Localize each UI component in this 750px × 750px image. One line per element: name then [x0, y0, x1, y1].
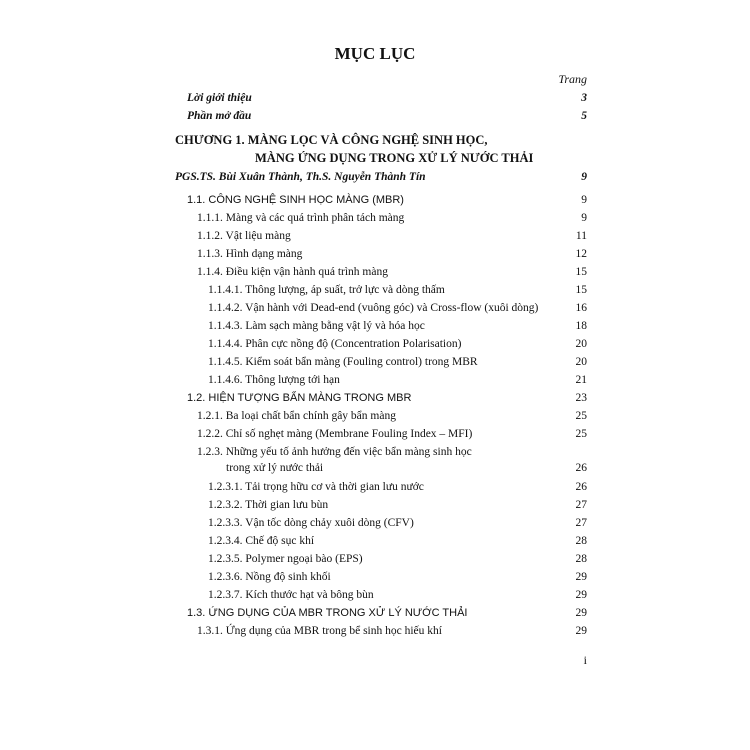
- toc-entry-1-2-3-5: [0, 550, 750, 568]
- toc-entry-1-2-3-7: [0, 586, 750, 604]
- toc-entry-label: 1.1.4.6. Thông lượng tới hạn: [208, 374, 340, 386]
- toc-entry-page: 21: [575, 374, 587, 386]
- toc-entry-1-1-4-1: [0, 281, 750, 299]
- toc-entry-label-continued: trong xử lý nước thải: [226, 462, 324, 474]
- chapter-heading-line2: MÀNG ỨNG DỤNG TRONG XỬ LÝ NƯỚC THẢI: [255, 151, 534, 165]
- toc-entry-page: 9: [581, 212, 587, 224]
- toc-entry-page: 18: [575, 320, 587, 332]
- toc-entry-1-2-3-2: [0, 496, 750, 514]
- toc-entry-page: 29: [575, 571, 587, 583]
- toc-entry-page: 9: [581, 194, 587, 206]
- toc-entry-label: 1.1.4.5. Kiểm soát bẩn màng (Fouling control) trong MBR: [208, 356, 478, 368]
- toc-entry-page: 28: [575, 535, 587, 547]
- toc-entry-page: 20: [575, 356, 587, 368]
- toc-entry-page: 28: [575, 553, 587, 565]
- toc-entry-1-2-3: [0, 444, 750, 478]
- toc-entry-label: 1.2.3.1. Tải trọng hữu cơ và thời gian lưu nước: [208, 481, 424, 493]
- toc-entry-1-2-3-3: [0, 514, 750, 532]
- toc-entry-label: Phần mở đầu: [187, 110, 252, 122]
- toc-entry-page: 20: [575, 338, 587, 350]
- toc-entry-label: 1.1.4.3. Làm sạch màng bằng vật lý và hóa học: [208, 320, 425, 332]
- toc-entry-1-2-2: [0, 425, 750, 443]
- toc-entry-page: 25: [575, 428, 587, 440]
- chapter-heading-line1: CHƯƠNG 1. MÀNG LỌC VÀ CÔNG NGHỆ SINH HỌC,: [175, 133, 488, 147]
- toc-entry-page: 29: [575, 625, 587, 637]
- toc-entry-1-1-4-3: [0, 317, 750, 335]
- toc-entry-1-2-3-6: [0, 568, 750, 586]
- toc-entry-1-3: [0, 604, 750, 622]
- toc-entry-page: 3: [581, 92, 587, 104]
- toc-entry-label: 1.1.4.4. Phân cực nồng độ (Concentration Polarisation): [208, 338, 462, 350]
- toc-entry-label: 1.2.3.3. Vận tốc dòng chảy xuôi dòng (CFV): [208, 517, 414, 529]
- toc-entry-label: 1.3. ỨNG DỤNG CỦA MBR TRONG XỬ LÝ NƯỚC THẢI: [187, 607, 468, 619]
- toc-entry-label: 1.2. HIỆN TƯỢNG BẨN MÀNG TRONG MBR: [187, 392, 412, 404]
- toc-entry-page: 27: [575, 517, 587, 529]
- toc-entry-label: 1.1.3. Hình dạng màng: [197, 248, 303, 260]
- toc-entry-label: 1.2.1. Ba loại chất bẩn chính gây bẩn màng: [197, 410, 396, 422]
- toc-entry-1-3-1: [0, 622, 750, 640]
- toc-entry-1-2: [0, 389, 750, 407]
- page-column-header: Trang: [558, 72, 587, 86]
- toc-entry-1-1-4-5: [0, 353, 750, 371]
- toc-entry-page: 11: [575, 230, 587, 242]
- chapter-heading: [175, 131, 595, 167]
- toc-entry-label: 1.2.3.6. Nồng độ sinh khối: [208, 571, 331, 583]
- toc-entry-label: 1.1.2. Vật liệu màng: [197, 230, 291, 242]
- toc-entry-label: 1.2.3.4. Chế độ sục khí: [208, 535, 315, 547]
- toc-entry-1-1: [0, 191, 750, 209]
- toc-entry-page: 26: [575, 462, 587, 474]
- toc-entry-1-1-4-2: [0, 299, 750, 317]
- toc-entry-label: 1.1.4.1. Thông lượng, áp suất, trở lực và dòng thấm: [208, 284, 445, 296]
- toc-entry-label: 1.1. CÔNG NGHỆ SINH HỌC MÀNG (MBR): [187, 194, 404, 206]
- toc-entry-label: 1.2.3.7. Kích thước hạt và bông bùn: [208, 589, 374, 601]
- toc-entry-page: 16: [575, 302, 587, 314]
- toc-entry-page: 29: [575, 607, 587, 619]
- toc-entry-page: 25: [575, 410, 587, 422]
- toc-entry-page: 23: [575, 392, 587, 404]
- toc-entry-1-1-4-4: [0, 335, 750, 353]
- page-number: i: [583, 653, 587, 667]
- toc-entry-loi-gioi-thieu: [0, 89, 750, 107]
- toc-entry-1-1-4-6: [0, 371, 750, 389]
- toc-entry-1-2-3-4: [0, 532, 750, 550]
- toc-entry-label: Lời giới thiệu: [187, 92, 252, 104]
- toc-entry-1-1-3: [0, 245, 750, 263]
- toc-entry-label: 1.3.1. Ứng dụng của MBR trong bể sinh học hiếu khí: [197, 625, 442, 637]
- toc-entry-phan-mo-dau: [0, 107, 750, 125]
- toc-entry-1-1-2: [0, 227, 750, 245]
- toc-entry-page: 15: [575, 266, 587, 278]
- toc-entry-page: 12: [575, 248, 587, 260]
- toc-entry-label: 1.2.2. Chỉ số nghẹt màng (Membrane Fouling Index – MFI): [197, 428, 473, 440]
- toc-entry-1-2-1: [0, 407, 750, 425]
- toc-entry-1-2-3-1: [0, 478, 750, 496]
- toc-entry-page: 29: [575, 589, 587, 601]
- toc-entry-page: 27: [575, 499, 587, 511]
- toc-entry-1-1-1: [0, 209, 750, 227]
- toc-entry-label: 1.2.3.5. Polymer ngoại bào (EPS): [208, 553, 363, 565]
- toc-entry-label: 1.1.4.2. Vận hành với Dead-end (vuông góc) và Cross-flow (xuôi dòng): [208, 302, 539, 314]
- toc-entry-label: 1.1.4. Điều kiện vận hành quá trình màng: [197, 266, 388, 278]
- toc-entry-page: 26: [575, 481, 587, 493]
- toc-entry-label: 1.2.3. Những yếu tố ảnh hưởng đến việc bẩn màng sinh học: [197, 446, 472, 458]
- toc-entry-label: 1.2.3.2. Thời gian lưu bùn: [208, 499, 329, 511]
- toc-entry-page: 5: [581, 110, 587, 122]
- toc-entry-1-1-4: [0, 263, 750, 281]
- toc-entry-label: PGS.TS. Bùi Xuân Thành, Th.S. Nguyễn Thành Tín: [175, 171, 426, 183]
- toc-title: MỤC LỤC: [334, 44, 416, 63]
- toc-entry-label: 1.1.1. Màng và các quá trình phân tách màng: [197, 212, 405, 224]
- toc-entry-authors: [0, 168, 750, 186]
- toc-entry-page: 9: [581, 171, 587, 183]
- toc-entry-page: 15: [575, 284, 587, 296]
